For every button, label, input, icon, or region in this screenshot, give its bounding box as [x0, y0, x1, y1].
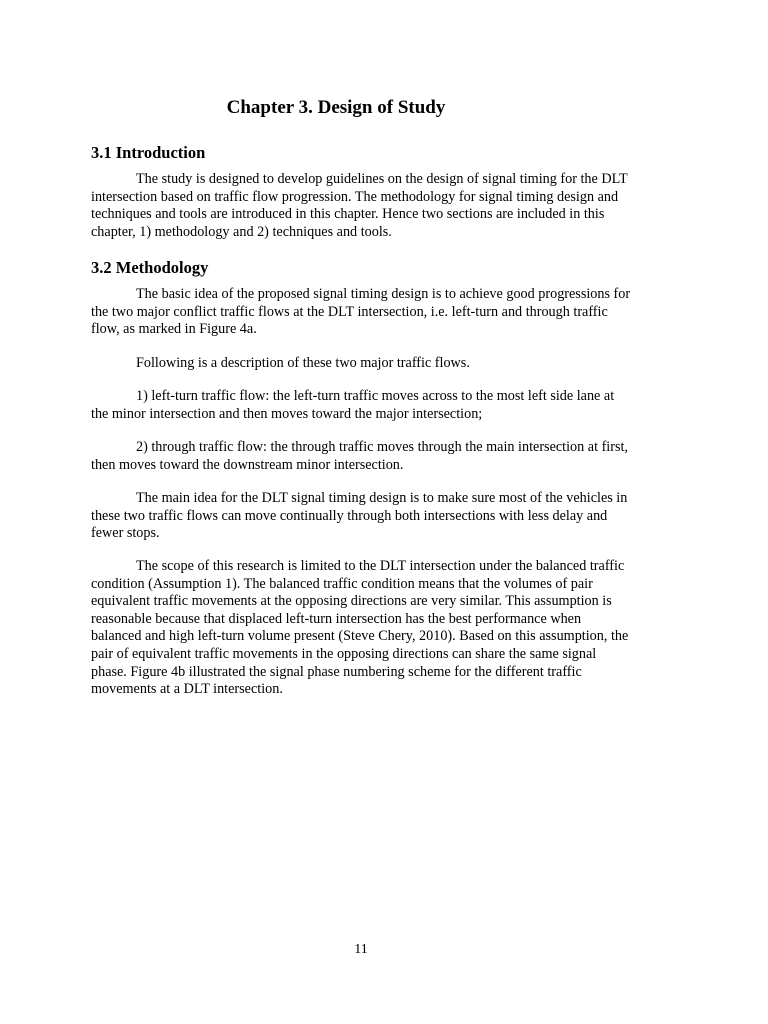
methodology-paragraph-through-flow: 2) through traffic flow: the through traffic moves through the main intersection at first, then moves toward the downstream minor intersection. — [91, 439, 628, 473]
introduction-paragraph: The study is designed to develop guidelines on the design of signal timing for the DLT intersection based on traffic flow progression. The methodology for signal timing design and techniques and tools are introduced in this chapter. Hence two sections are included in this chapter, 1) methodology and 2) techniques and tools. — [91, 171, 628, 240]
page-number: 11 — [354, 942, 368, 957]
chapter-title: Chapter 3. Design of Study — [226, 97, 446, 118]
methodology-paragraph-main-idea: The main idea for the DLT signal timing design is to make sure most of the vehicles in these two traffic flows can move continually through both intersections with less delay and fewer stops. — [91, 490, 628, 542]
section-heading-methodology: 3.2 Methodology — [91, 258, 209, 277]
methodology-paragraph-left-turn-flow: 1) left-turn traffic flow: the left-turn traffic moves across to the most left side lane at the minor intersection and then moves toward the major intersection; — [91, 388, 615, 422]
methodology-paragraph-flows-intro: Following is a description of these two major traffic flows. — [136, 355, 470, 371]
methodology-paragraph-basic-idea: The basic idea of the proposed signal timing design is to achieve good progressions for the two major conflict traffic flows at the DLT intersection, i.e. left-turn and through traffic flow, as marked in Figure 4a. — [91, 286, 631, 338]
methodology-paragraph-scope: The scope of this research is limited to the DLT intersection under the balanced traffic condition (Assumption 1). The balanced traffic condition means that the volumes of pair equivalent traffic movements at the opposing directions are very similar. This assumption is reasonable because that displaced left-turn intersection has the best performance when balanced and high left-turn volume present (Steve Chery, 2010). Based on this assumption, the pair of equivalent traffic movements in the opposing directions can share the same signal phase. Figure 4b illustrated the signal phase numbering scheme for the different traffic movements at a DLT intersection. — [91, 558, 629, 698]
section-heading-introduction: 3.1 Introduction — [91, 143, 206, 162]
